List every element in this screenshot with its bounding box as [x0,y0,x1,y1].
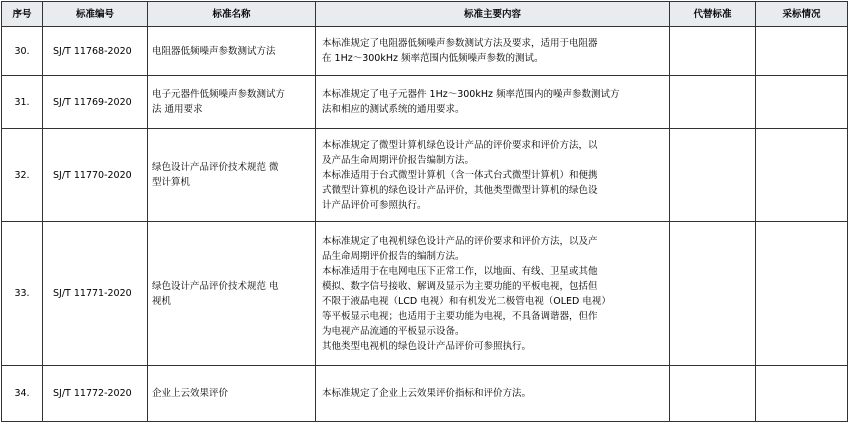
adoption-status [756,27,848,76]
adoption-status [756,76,848,129]
standard-name [148,76,316,129]
serial-no: 33. [2,222,43,366]
content-line: 不限于液晶电视（LCD 电视）和有机发光二极管电视（OLED 电视） [322,295,611,307]
replaced-standard [670,76,756,129]
content-line: 本标准规定了企业上云效果评价指标和评价方法。 [322,388,532,399]
main-content [316,76,670,129]
content-line: 等平板显示电视；也适用于主要功能为电视，不具备调谐器，但作 [322,310,598,322]
header-adoption-status: 采标情况 [756,2,848,27]
content-line: 法和相应的测试系统的通用要求。 [322,104,465,115]
header-main-content: 标准主要内容 [316,2,670,27]
replaced-standard [670,366,756,422]
serial-no: 30. [2,27,43,76]
replaced-standard [670,27,756,76]
content-line: 模拟、数字信号接收、解调及显示为主要功能的平板电视，包括但 [322,280,598,292]
table-row [2,27,848,76]
table-row [2,366,848,422]
table-header-row [2,2,848,27]
main-content [316,129,670,222]
header-standard-code: 标准编号 [43,2,148,27]
adoption-status [756,129,848,222]
standard-name-line: 绿色设计产品评价技术规范 微 [152,162,279,173]
content-line: 本标准规定了电阻器低频噪声参数测试方法及要求，适用于电阻器 [322,38,598,49]
content-line: 计产品评价可参照执行。 [322,199,427,211]
content-line: 本标准规定了电视机绿色设计产品的评价要求和评价方法，以及产 [322,235,598,247]
header-serial-no: 序号 [2,2,43,27]
standard-code: SJ/T 11772-2020 [43,366,148,422]
standard-name [148,27,316,76]
standard-name-line: 电阻器低频噪声参数测试方法 [152,45,276,57]
content-line: 及产品生命周期评价报告编制方法。 [322,154,475,166]
standard-name-line: 绿色设计产品评价技术规范 电 [152,280,279,292]
replaced-standard [670,222,756,366]
content-line: 本标准规定了电子元器件 1Hz～300kHz 频率范围内的噪声参数测试方 [322,89,620,100]
serial-no: 31. [2,76,43,129]
standard-name-line: 型计算机 [152,177,191,188]
content-line: 本标准规定了微型计算机绿色设计产品的评价要求和评价方法，以 [322,139,598,151]
content-line: 为电视产品流通的平板显示设备。 [322,325,465,337]
content-line: 在 1Hz～300kHz 频率范围内低频噪声参数的测试。 [322,53,544,64]
table-row [2,129,848,222]
standard-name-line: 视机 [152,295,172,307]
table-row [2,76,848,129]
standard-name [148,129,316,222]
standard-code: SJ/T 11771-2020 [43,222,148,366]
standard-name-line: 企业上云效果评价 [152,388,229,399]
adoption-status [756,222,848,366]
content-line: 品生命周期评价报告的编制方法。 [322,250,465,262]
header-standard-name: 标准名称 [148,2,316,27]
main-content [316,27,670,76]
serial-no: 32. [2,129,43,222]
replaced-standard [670,129,756,222]
content-line: 本标准适用于台式微型计算机（含一体式台式微型计算机）和便携 [322,169,598,181]
serial-no: 34. [2,366,43,422]
standard-name-line: 电子元器件低频噪声参数测试方 [152,89,286,100]
standard-code: SJ/T 11770-2020 [43,129,148,222]
standards-table [1,1,848,422]
adoption-status [756,366,848,422]
standard-name [148,222,316,366]
table-row [2,222,848,366]
main-content [316,366,670,422]
standard-name [148,366,316,422]
standard-code: SJ/T 11769-2020 [43,76,148,129]
standard-code: SJ/T 11768-2020 [43,27,148,76]
standard-name-line: 法 通用要求 [152,104,203,115]
content-line: 式微型计算机的绿色设计产品评价，其他类型微型计算机的绿色设 [322,184,598,196]
content-line: 其他类型电视机的绿色设计产品评价可参照执行。 [322,340,532,352]
header-replaced-standard: 代替标准 [670,2,756,27]
main-content [316,222,670,366]
content-line: 本标准适用于在电网电压下正常工作，以地面、有线、卫星或其他 [322,265,598,277]
